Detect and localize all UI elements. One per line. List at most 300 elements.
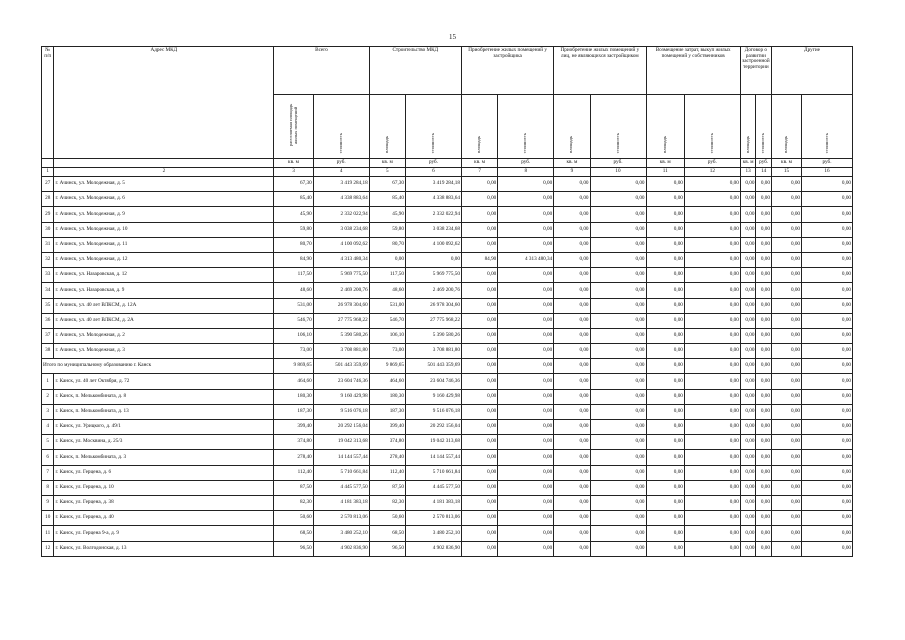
row-value: 464,60 xyxy=(274,374,313,389)
row-value: 0,00 xyxy=(740,328,756,343)
row-value: 0,00 xyxy=(802,450,853,465)
total-value: 0,00 xyxy=(802,359,853,374)
row-value: 0,00 xyxy=(771,480,801,495)
header-col-number: 3 xyxy=(274,168,313,177)
row-value: 0,00 xyxy=(684,237,740,252)
row-value: 0,00 xyxy=(590,283,646,298)
row-address: г. Ачинск, ул. Молодежная, д. 9 xyxy=(54,207,274,222)
row-value: 0,00 xyxy=(802,192,853,207)
row-value: 0,00 xyxy=(554,177,590,192)
row-address: г. Канск, ул. Волгодонская, д. 13 xyxy=(54,541,274,556)
row-value: 0,00 xyxy=(740,313,756,328)
header-group: Приобретение жилых помещений у застройщика xyxy=(461,47,553,95)
total-value: 501 443 359,69 xyxy=(313,359,369,374)
row-value: 2 332 022,94 xyxy=(405,207,461,222)
row-value: 82,30 xyxy=(274,495,313,510)
row-value: 0,00 xyxy=(498,328,554,343)
row-value: 0,00 xyxy=(590,298,646,313)
row-value: 0,00 xyxy=(771,374,801,389)
row-value: 0,00 xyxy=(684,192,740,207)
row-value: 0,00 xyxy=(554,192,590,207)
row-value: 0,00 xyxy=(771,298,801,313)
row-value: 0,00 xyxy=(756,237,772,252)
row-value: 0,00 xyxy=(590,389,646,404)
row-value: 399,40 xyxy=(274,420,313,435)
row-value: 4 181 383,18 xyxy=(405,495,461,510)
row-number: 11 xyxy=(42,526,54,541)
header-subheader xyxy=(590,95,646,159)
row-address: г. Ачинск, ул. Молодежная, д. 6 xyxy=(54,192,274,207)
row-value: 0,00 xyxy=(646,313,684,328)
row-value: 0,00 xyxy=(498,495,554,510)
row-value: 0,00 xyxy=(802,495,853,510)
row-address: г. Канск, ул. Москвина, д. 25/3 xyxy=(54,435,274,450)
row-value: 374,80 xyxy=(369,435,405,450)
row-value: 26 978 304,60 xyxy=(313,298,369,313)
header-col-number: 7 xyxy=(461,168,497,177)
row-value: 0,00 xyxy=(756,389,772,404)
row-value: 0,00 xyxy=(802,268,853,283)
row-value: 9 160 429,98 xyxy=(313,389,369,404)
header-subheader-label: площадь xyxy=(744,136,750,154)
row-value: 0,00 xyxy=(756,344,772,359)
row-value: 0,00 xyxy=(554,389,590,404)
table-row xyxy=(42,374,853,389)
row-value: 0,00 xyxy=(802,480,853,495)
row-value: 0,00 xyxy=(684,207,740,222)
row-value: 0,00 xyxy=(461,374,497,389)
row-value: 26 978 304,60 xyxy=(405,298,461,313)
row-value: 0,00 xyxy=(684,404,740,419)
row-value: 59,80 xyxy=(274,222,313,237)
row-value: 0,00 xyxy=(771,313,801,328)
header-group: Всего xyxy=(274,47,369,95)
row-value: 0,00 xyxy=(405,252,461,267)
row-value: 0,00 xyxy=(554,268,590,283)
row-address: г. Ачинск, ул. Молодежная, д. 12 xyxy=(54,252,274,267)
total-row xyxy=(42,359,853,374)
header-subheader-label: площадь xyxy=(383,136,389,154)
row-value: 278,40 xyxy=(369,450,405,465)
row-value: 0,00 xyxy=(646,465,684,480)
header-unit: кв. м xyxy=(740,159,756,168)
row-value: 0,00 xyxy=(740,435,756,450)
total-value: 0,00 xyxy=(554,359,590,374)
row-value: 27 775 968,22 xyxy=(405,313,461,328)
row-value: 0,00 xyxy=(498,420,554,435)
row-value: 0,00 xyxy=(590,192,646,207)
header-subheader xyxy=(771,95,801,159)
header-subheader xyxy=(802,95,853,159)
header-col-number: 6 xyxy=(405,168,461,177)
row-value: 80,70 xyxy=(369,237,405,252)
row-value: 0,00 xyxy=(756,222,772,237)
header-group: Договор о развитии застроенной территории xyxy=(740,47,771,95)
header-unit: кв. м xyxy=(274,159,313,168)
row-value: 0,00 xyxy=(740,526,756,541)
row-value: 0,00 xyxy=(740,268,756,283)
row-value: 0,00 xyxy=(771,541,801,556)
row-value: 0,00 xyxy=(590,222,646,237)
row-value: 0,00 xyxy=(498,404,554,419)
row-value: 0,00 xyxy=(740,465,756,480)
row-value: 4 313 480,34 xyxy=(313,252,369,267)
row-number: 1 xyxy=(42,374,54,389)
total-value: 0,00 xyxy=(646,359,684,374)
row-value: 0,00 xyxy=(461,237,497,252)
header-unit-empty xyxy=(54,159,274,168)
row-value: 0,00 xyxy=(498,511,554,526)
row-address: г. Канск, п. Мелькомбината, д. 3 xyxy=(54,450,274,465)
row-value: 0,00 xyxy=(756,374,772,389)
table-row xyxy=(42,298,853,313)
row-value: 106,10 xyxy=(369,328,405,343)
row-value: 0,00 xyxy=(646,298,684,313)
row-value: 0,00 xyxy=(740,450,756,465)
total-value: 0,00 xyxy=(461,359,497,374)
table-row xyxy=(42,541,853,556)
row-value: 0,00 xyxy=(684,389,740,404)
row-value: 117,50 xyxy=(369,268,405,283)
row-value: 0,00 xyxy=(802,283,853,298)
row-value: 67,30 xyxy=(369,177,405,192)
row-value: 0,00 xyxy=(756,465,772,480)
table-row xyxy=(42,450,853,465)
row-address: г. Канск, ул. Герцена, д. 40 xyxy=(54,511,274,526)
row-value: 0,00 xyxy=(461,480,497,495)
row-value: 0,00 xyxy=(498,268,554,283)
row-value: 0,00 xyxy=(740,344,756,359)
row-value: 0,00 xyxy=(802,541,853,556)
row-value: 85,40 xyxy=(369,192,405,207)
row-value: 0,00 xyxy=(756,328,772,343)
row-value: 187,30 xyxy=(274,404,313,419)
row-value: 2 469 200,76 xyxy=(313,283,369,298)
header-unit: руб. xyxy=(313,159,369,168)
row-value: 0,00 xyxy=(554,480,590,495)
table-row xyxy=(42,313,853,328)
row-value: 85,40 xyxy=(274,192,313,207)
row-value: 0,00 xyxy=(554,344,590,359)
row-address: г. Ачинск, ул. Молодежная, д. 11 xyxy=(54,237,274,252)
header-col-number: 10 xyxy=(590,168,646,177)
total-value: 0,00 xyxy=(498,359,554,374)
row-address: г. Канск, п. Мелькомбината, д. 13 xyxy=(54,404,274,419)
row-value: 0,00 xyxy=(684,465,740,480)
row-value: 0,00 xyxy=(740,420,756,435)
header-group: Возмещение затрат, выкуп жилых помещений у собственников xyxy=(646,47,740,95)
row-value: 0,00 xyxy=(802,389,853,404)
header-units-row xyxy=(42,159,853,168)
row-address: г. Ачинск, ул. Назаровская, д. 9 xyxy=(54,283,274,298)
row-value: 0,00 xyxy=(771,252,801,267)
row-value: 0,00 xyxy=(554,435,590,450)
row-value: 531,00 xyxy=(274,298,313,313)
header-subheader xyxy=(756,95,772,159)
row-value: 0,00 xyxy=(554,420,590,435)
row-number: 28 xyxy=(42,192,54,207)
row-value: 73,00 xyxy=(274,344,313,359)
row-value: 4 445 577,50 xyxy=(405,480,461,495)
row-value: 0,00 xyxy=(461,450,497,465)
row-value: 0,00 xyxy=(740,404,756,419)
row-value: 0,00 xyxy=(740,495,756,510)
row-address: г. Канск, ул. Герцена 9-а, д. 9 xyxy=(54,526,274,541)
row-value: 546,70 xyxy=(369,313,405,328)
row-address: г. Ачинск, ул. Молодежная, д. 3 xyxy=(54,344,274,359)
row-value: 0,00 xyxy=(646,389,684,404)
row-value: 84,90 xyxy=(461,252,497,267)
row-value: 0,00 xyxy=(498,222,554,237)
header-unit: кв. м xyxy=(461,159,497,168)
header-subheader xyxy=(405,95,461,159)
row-value: 0,00 xyxy=(802,207,853,222)
row-value: 0,00 xyxy=(771,328,801,343)
total-value: 0,00 xyxy=(684,359,740,374)
row-value: 0,00 xyxy=(646,480,684,495)
row-value: 0,00 xyxy=(590,435,646,450)
header-unit: руб. xyxy=(498,159,554,168)
header-subheader xyxy=(498,95,554,159)
row-value: 3 038 234,68 xyxy=(405,222,461,237)
row-value: 0,00 xyxy=(740,252,756,267)
header-col-number: 11 xyxy=(646,168,684,177)
row-value: 67,30 xyxy=(274,177,313,192)
row-number: 35 xyxy=(42,298,54,313)
header-unit: руб. xyxy=(405,159,461,168)
row-value: 0,00 xyxy=(740,374,756,389)
row-value: 0,00 xyxy=(802,420,853,435)
table-row xyxy=(42,283,853,298)
row-value: 20 292 156,04 xyxy=(405,420,461,435)
header-subheader xyxy=(461,95,497,159)
row-value: 68,50 xyxy=(274,526,313,541)
row-address: г. Ачинск, ул. Молодежная, д. 10 xyxy=(54,222,274,237)
header-subheader-label: стоимость xyxy=(337,133,343,154)
row-value: 0,00 xyxy=(684,328,740,343)
row-value: 20 292 156,04 xyxy=(313,420,369,435)
row-number: 10 xyxy=(42,511,54,526)
row-value: 0,00 xyxy=(756,283,772,298)
row-value: 0,00 xyxy=(461,420,497,435)
row-value: 0,00 xyxy=(554,526,590,541)
row-value: 0,00 xyxy=(646,237,684,252)
row-value: 0,00 xyxy=(590,450,646,465)
table-row xyxy=(42,207,853,222)
total-value: 0,00 xyxy=(740,359,756,374)
row-value: 4 181 383,18 xyxy=(313,495,369,510)
row-value: 0,00 xyxy=(771,420,801,435)
row-value: 0,00 xyxy=(461,404,497,419)
row-value: 3 419 284,18 xyxy=(313,177,369,192)
header-subheader-label: площадь xyxy=(568,136,574,154)
header-col-number: 1 xyxy=(42,168,54,177)
table-row xyxy=(42,465,853,480)
row-value: 0,00 xyxy=(684,450,740,465)
row-value: 0,00 xyxy=(771,450,801,465)
row-value: 0,00 xyxy=(756,298,772,313)
row-value: 5 710 661,84 xyxy=(313,465,369,480)
row-value: 0,00 xyxy=(646,495,684,510)
row-value: 0,00 xyxy=(802,374,853,389)
row-value: 82,30 xyxy=(369,495,405,510)
row-value: 0,00 xyxy=(646,541,684,556)
row-value: 0,00 xyxy=(461,177,497,192)
row-value: 96,50 xyxy=(369,541,405,556)
row-value: 50,60 xyxy=(369,511,405,526)
row-value: 0,00 xyxy=(554,222,590,237)
row-value: 0,00 xyxy=(646,374,684,389)
table-header xyxy=(42,47,853,177)
row-value: 0,00 xyxy=(771,344,801,359)
row-value: 0,00 xyxy=(771,207,801,222)
row-value: 0,00 xyxy=(461,541,497,556)
row-number: 38 xyxy=(42,344,54,359)
row-value: 0,00 xyxy=(756,252,772,267)
row-value: 531,00 xyxy=(369,298,405,313)
header-subheader-label: стоимость xyxy=(430,133,436,154)
header-unit: руб. xyxy=(756,159,772,168)
row-value: 3 708 881,80 xyxy=(313,344,369,359)
row-value: 0,00 xyxy=(740,283,756,298)
row-value: 0,00 xyxy=(756,420,772,435)
row-value: 73,00 xyxy=(369,344,405,359)
header-colnum-row xyxy=(42,168,853,177)
row-number: 31 xyxy=(42,237,54,252)
row-value: 0,00 xyxy=(802,313,853,328)
header-subheader-label: стоимость xyxy=(614,133,620,154)
row-value: 0,00 xyxy=(461,313,497,328)
row-value: 0,00 xyxy=(684,268,740,283)
row-value: 0,00 xyxy=(740,237,756,252)
header-unit: руб. xyxy=(684,159,740,168)
row-value: 0,00 xyxy=(740,177,756,192)
row-value: 45,90 xyxy=(274,207,313,222)
row-value: 0,00 xyxy=(498,283,554,298)
row-value: 0,00 xyxy=(684,541,740,556)
row-value: 0,00 xyxy=(590,404,646,419)
row-value: 0,00 xyxy=(802,344,853,359)
row-value: 0,00 xyxy=(590,344,646,359)
row-address: г. Канск, ул. Герцена, д. 6 xyxy=(54,465,274,480)
header-subheader-label: стоимость xyxy=(823,133,829,154)
header-unit: кв. м xyxy=(554,159,590,168)
row-value: 3 480 252,10 xyxy=(405,526,461,541)
table-row xyxy=(42,192,853,207)
row-value: 0,00 xyxy=(498,389,554,404)
row-value: 0,00 xyxy=(771,222,801,237)
row-value: 0,00 xyxy=(590,465,646,480)
row-value: 19 042 313,68 xyxy=(405,435,461,450)
row-value: 112,40 xyxy=(274,465,313,480)
row-value: 0,00 xyxy=(771,389,801,404)
total-value: 501 443 359,69 xyxy=(405,359,461,374)
row-value: 0,00 xyxy=(590,252,646,267)
row-value: 0,00 xyxy=(756,526,772,541)
page-number: 15 xyxy=(449,33,456,41)
row-number: 34 xyxy=(42,283,54,298)
row-value: 0,00 xyxy=(590,328,646,343)
row-value: 464,60 xyxy=(369,374,405,389)
row-value: 48,60 xyxy=(369,283,405,298)
row-value: 0,00 xyxy=(590,480,646,495)
row-value: 0,00 xyxy=(684,344,740,359)
header-col-number: 2 xyxy=(54,168,274,177)
header-col-number: 5 xyxy=(369,168,405,177)
row-value: 0,00 xyxy=(646,252,684,267)
row-value: 0,00 xyxy=(756,207,772,222)
row-value: 0,00 xyxy=(756,480,772,495)
row-value: 0,00 xyxy=(590,541,646,556)
row-value: 0,00 xyxy=(461,526,497,541)
row-value: 0,00 xyxy=(646,328,684,343)
header-group-row xyxy=(42,47,853,95)
header-subheader xyxy=(313,95,369,159)
row-value: 2 570 813,06 xyxy=(405,511,461,526)
row-value: 0,00 xyxy=(802,222,853,237)
row-address: г. Канск, ул. Урицкого, д. 49/1 xyxy=(54,420,274,435)
row-value: 4 100 092,62 xyxy=(313,237,369,252)
header-subheader-label: стоимость xyxy=(708,133,714,154)
row-value: 112,40 xyxy=(369,465,405,480)
row-number: 12 xyxy=(42,541,54,556)
row-value: 278,40 xyxy=(274,450,313,465)
row-value: 0,00 xyxy=(554,237,590,252)
row-value: 0,00 xyxy=(684,177,740,192)
row-value: 4 313 480,34 xyxy=(498,252,554,267)
row-value: 0,00 xyxy=(461,192,497,207)
table-body xyxy=(42,177,853,557)
row-value: 2 570 813,06 xyxy=(313,511,369,526)
total-value: 9 869,65 xyxy=(274,359,313,374)
header-col-number: 15 xyxy=(771,168,801,177)
row-value: 0,00 xyxy=(740,222,756,237)
table-row xyxy=(42,177,853,192)
table-row xyxy=(42,344,853,359)
row-value: 0,00 xyxy=(684,435,740,450)
row-value: 5 390 580,26 xyxy=(405,328,461,343)
row-value: 0,00 xyxy=(461,495,497,510)
row-value: 5 969 775,50 xyxy=(313,268,369,283)
row-value: 0,00 xyxy=(646,207,684,222)
row-value: 0,00 xyxy=(771,511,801,526)
row-value: 0,00 xyxy=(771,177,801,192)
row-number: 2 xyxy=(42,389,54,404)
row-value: 0,00 xyxy=(554,298,590,313)
row-value: 0,00 xyxy=(684,495,740,510)
row-value: 4 100 092,62 xyxy=(405,237,461,252)
row-value: 3 480 252,10 xyxy=(313,526,369,541)
row-value: 0,00 xyxy=(590,374,646,389)
header-col-number: 14 xyxy=(756,168,772,177)
row-value: 0,00 xyxy=(771,192,801,207)
row-value: 0,00 xyxy=(802,404,853,419)
row-value: 0,00 xyxy=(554,541,590,556)
row-value: 0,00 xyxy=(554,450,590,465)
row-value: 3 038 234,68 xyxy=(313,222,369,237)
row-value: 0,00 xyxy=(740,298,756,313)
row-number: 29 xyxy=(42,207,54,222)
row-value: 4 338 883,64 xyxy=(313,192,369,207)
table-row xyxy=(42,237,853,252)
row-value: 0,00 xyxy=(646,268,684,283)
row-value: 0,00 xyxy=(802,237,853,252)
row-value: 27 775 968,22 xyxy=(313,313,369,328)
row-number: 32 xyxy=(42,252,54,267)
row-address: г. Ачинск, ул. Назаровская, д. 12 xyxy=(54,268,274,283)
header-subheader-label: стоимость xyxy=(522,133,528,154)
row-value: 0,00 xyxy=(461,268,497,283)
